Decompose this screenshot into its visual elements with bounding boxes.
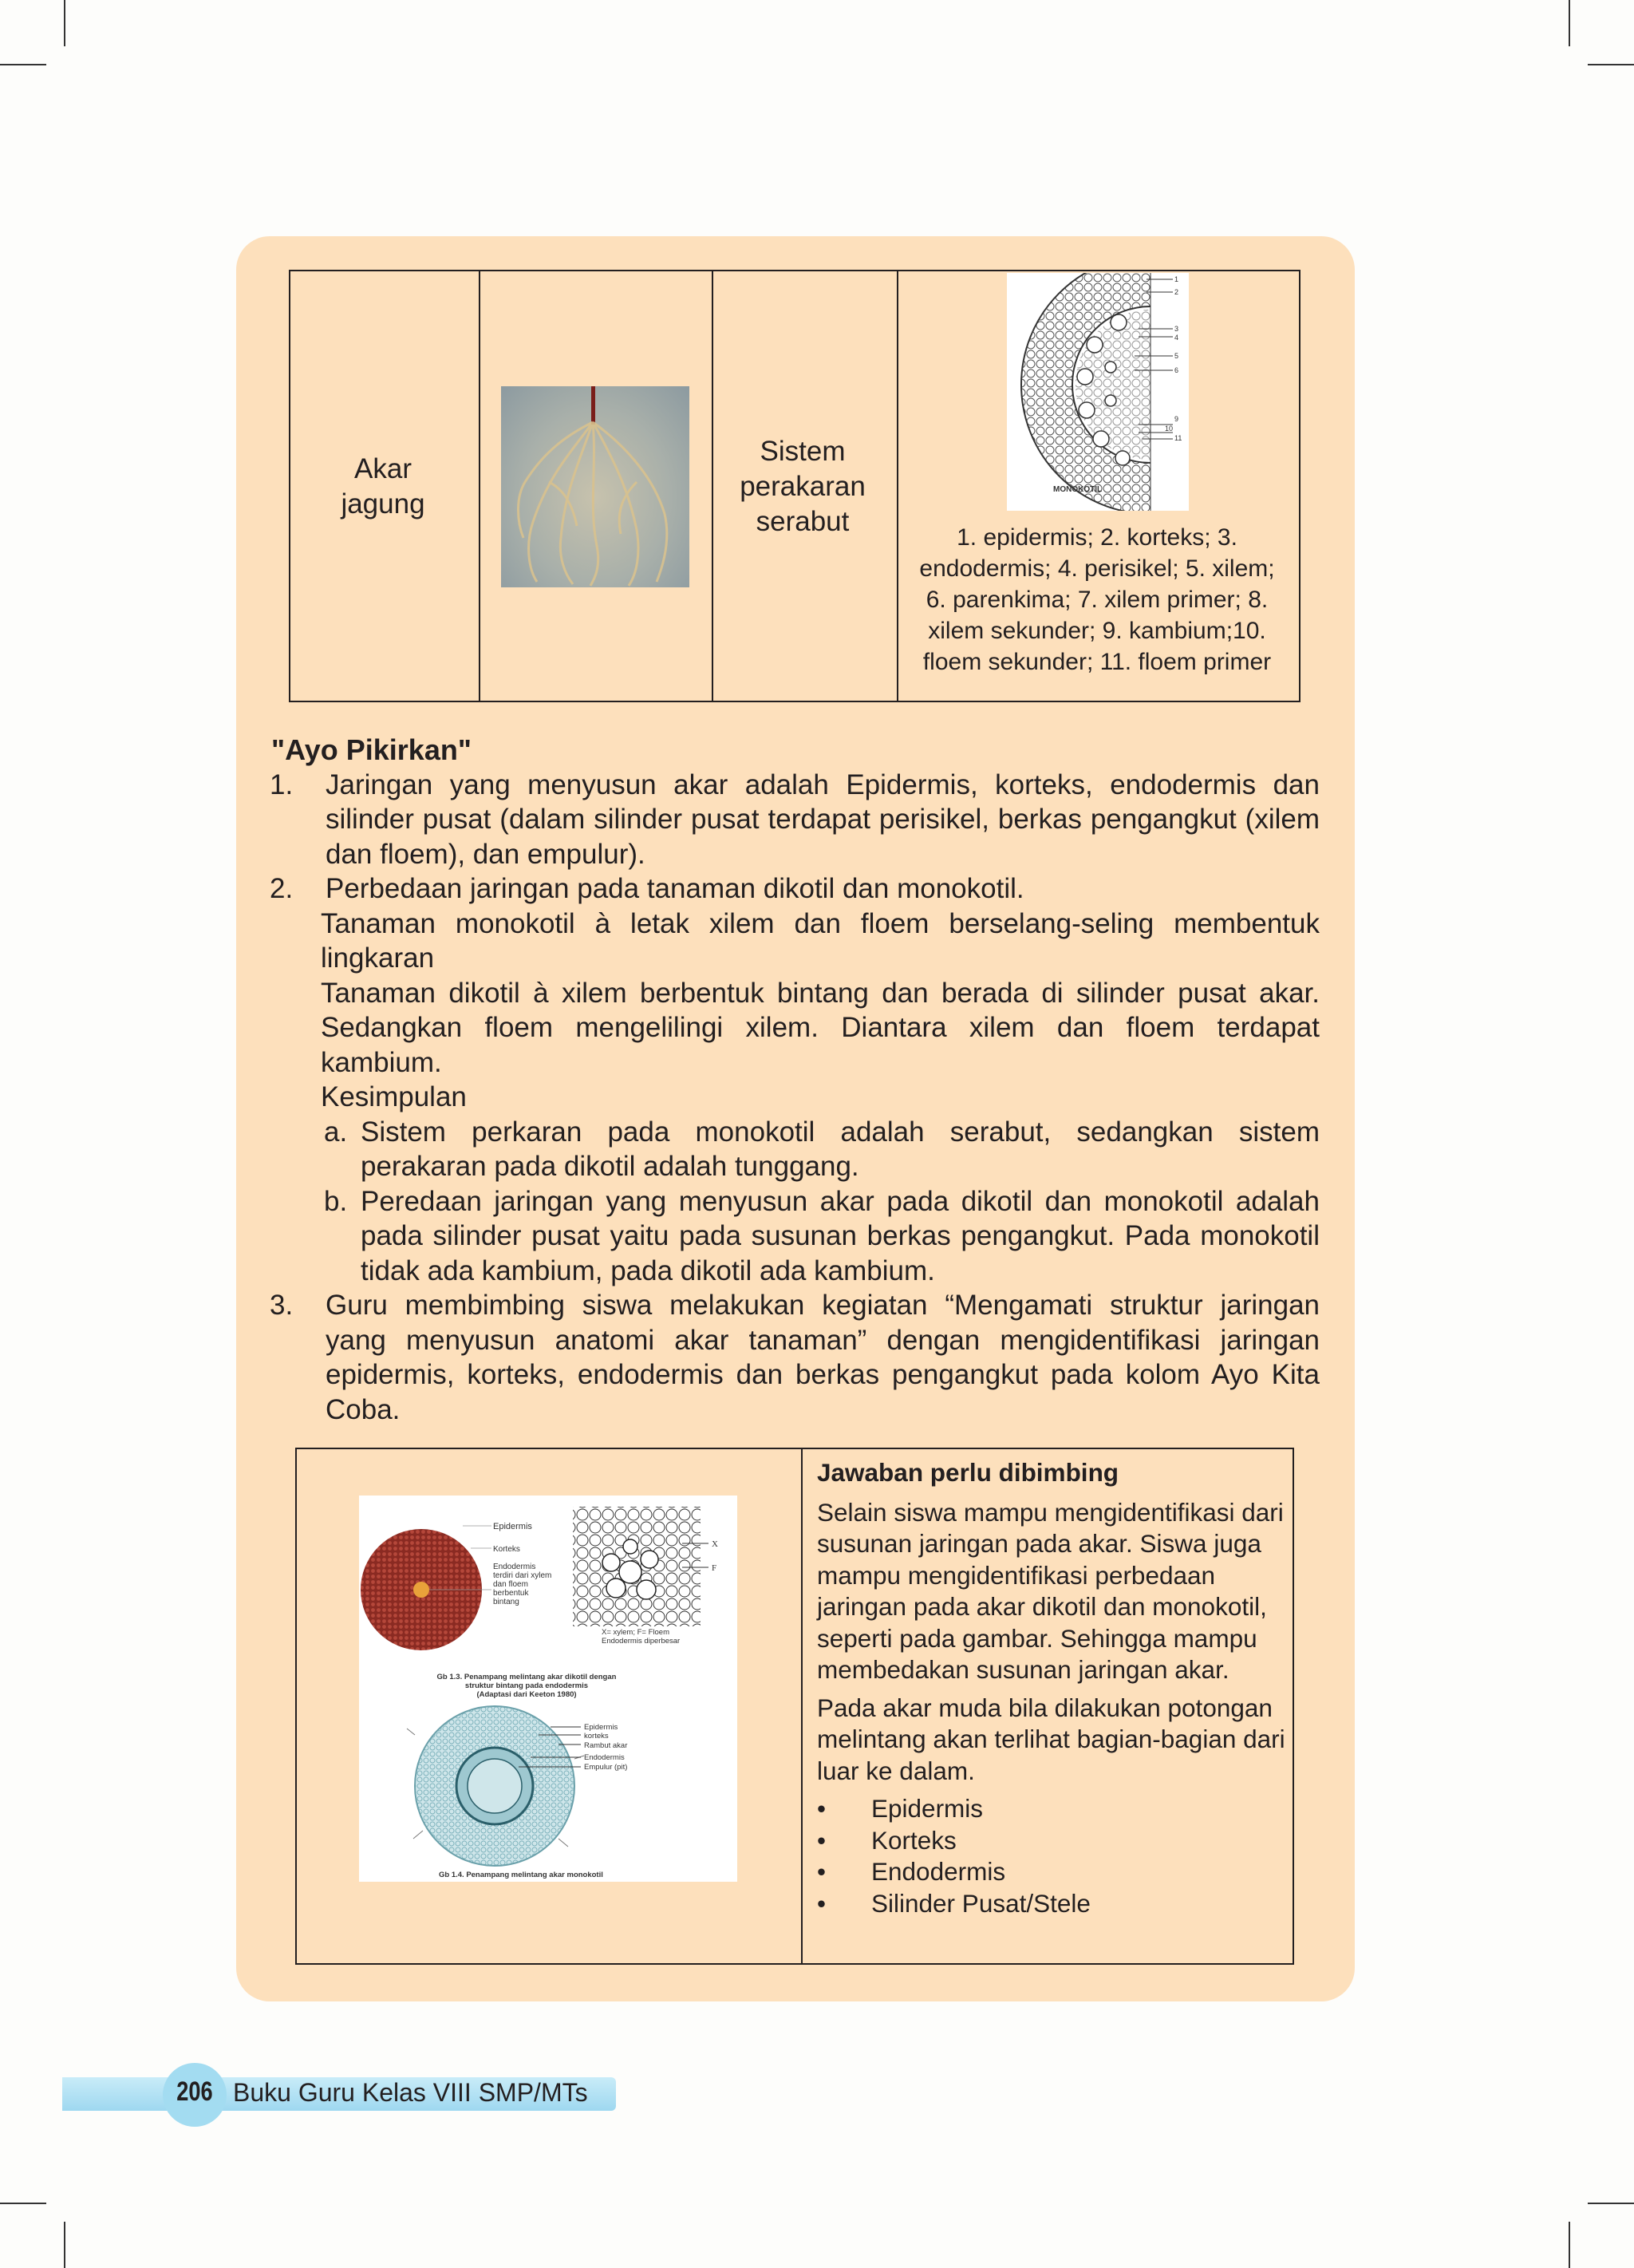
page-number: 206 bbox=[176, 2076, 213, 2107]
list-text: Perbedaan jaringan pada tanaman dikotil dan monokotil. bbox=[326, 873, 1024, 904]
root-figure bbox=[359, 1496, 737, 1882]
crop-mark bbox=[1588, 2203, 1634, 2204]
list-number: 2. bbox=[270, 873, 294, 904]
sub-label: b. bbox=[324, 1185, 348, 1217]
bullet-item bbox=[817, 1856, 1296, 1888]
list-number: 3. bbox=[270, 1290, 294, 1321]
bullet-item bbox=[817, 1888, 1296, 1920]
bullet-text: Silinder Pusat/Stele bbox=[871, 1888, 1091, 1918]
crop-mark bbox=[0, 64, 46, 65]
diagram-number: 10 bbox=[1165, 425, 1174, 433]
corn-root-photo bbox=[501, 386, 689, 587]
bullet-icon: • bbox=[817, 1857, 827, 1886]
figure-label: Rambut akar bbox=[584, 1741, 628, 1750]
diagram-number: 2 bbox=[1174, 288, 1179, 296]
answer-column bbox=[817, 1457, 1296, 1919]
answer-heading: Jawaban perlu dibimbing bbox=[817, 1458, 1119, 1487]
ayo-pikirkan-section bbox=[270, 733, 1320, 1427]
list-item bbox=[270, 871, 1320, 907]
bullet-item bbox=[817, 1825, 1296, 1857]
diagram-number: 3 bbox=[1174, 325, 1179, 333]
plant-name-cell: Akar jagung bbox=[341, 453, 425, 520]
crop-mark bbox=[1588, 64, 1634, 65]
diagram-number: 1 bbox=[1174, 275, 1179, 283]
diagram-number: 4 bbox=[1174, 334, 1179, 342]
monocot-diagram bbox=[1007, 273, 1189, 511]
figure-label: Korteks bbox=[493, 1545, 520, 1554]
crop-mark bbox=[64, 0, 65, 46]
root-image-icon bbox=[501, 386, 689, 587]
numbered-list bbox=[270, 768, 1320, 1428]
sub-item bbox=[324, 1115, 1320, 1184]
figure-label: Empulur (pit) bbox=[584, 1763, 628, 1772]
paragraph: Tanaman dikotil à xilem berbentuk bintang dan berada di silinder pusat akar. Sedangkan floem mengelilingi xilem. Diantara xilem dan floem terdapat kambium. bbox=[321, 977, 1320, 1078]
paragraph: Tanaman monokotil à letak xilem dan floem berselang-seling membentuk lingkaran bbox=[321, 907, 1320, 974]
diagram-label: MONOKOTIL bbox=[1053, 485, 1103, 494]
figure-label: korteks bbox=[584, 1732, 609, 1741]
sub-text: Peredaan jaringan yang menyusun akar pada dikotil dan monokotil adalah pada silinder pusat yaitu pada susunan berkas pengangkut. Pada monokotil tidak ada kambium, pada dikotil ada kambium. bbox=[361, 1185, 1320, 1286]
list-item bbox=[270, 1288, 1320, 1427]
crop-mark bbox=[1569, 2222, 1570, 2268]
bullet-icon: • bbox=[817, 1794, 827, 1823]
crop-mark bbox=[0, 2203, 46, 2204]
figure-label: Epidermis bbox=[493, 1522, 532, 1531]
monocot-cross-section-icon bbox=[1007, 273, 1189, 511]
bullet-text: Endodermis bbox=[871, 1857, 1006, 1886]
bullet-text: Korteks bbox=[871, 1825, 957, 1855]
figure-label: Endodermis terdiri dari xylem dan floem berbentuk bintang bbox=[493, 1563, 552, 1606]
book-title: Buku Guru Kelas VIII SMP/MTs bbox=[233, 2078, 588, 2107]
table-divider bbox=[897, 271, 898, 701]
answer-paragraph: Selain siswa mampu mengidentifikasi dari susunan jaringan pada akar. Siswa juga mampu mengidentifikasi perbedaan jaringan pada akar dikotil dan monokotil, seperti pada gambar. Sehingga mampu membedakan susunan jaringan akar. bbox=[817, 1497, 1284, 1684]
conclusion-label: Kesimpulan bbox=[321, 1081, 467, 1112]
sub-item bbox=[324, 1184, 1320, 1289]
answer-paragraph: Pada akar muda bila dilakukan potongan melintang akan terlihat bagian-bagian dari luar ke dalam. bbox=[817, 1693, 1285, 1785]
figure-note: X= xylem; F= Floem Endodermis diperbesar bbox=[602, 1628, 681, 1646]
bullet-item bbox=[817, 1793, 1296, 1825]
bullet-icon: • bbox=[817, 1825, 827, 1855]
table-divider bbox=[479, 271, 480, 701]
list-item bbox=[270, 768, 1320, 872]
bullet-icon: • bbox=[817, 1888, 827, 1918]
list-text: Jaringan yang menyusun akar adalah Epidermis, korteks, endodermis dan silinder pusat (dalam silinder pusat terdapat perisikel, berkas pengangkut (xilem dan floem), dan empulur). bbox=[326, 769, 1320, 870]
list-number: 1. bbox=[270, 769, 294, 800]
figure-label: X bbox=[712, 1539, 718, 1549]
diagram-caption: 1. epidermis; 2. korteks; 3. endodermis; 4. perisikel; 5. xilem; 6. parenkima; 7. xilem primer; 8. xilem sekunder; 9. kambium;10. floem sekunder; 11. floem primer bbox=[919, 524, 1275, 675]
sub-text: Sistem perkaran pada monokotil adalah serabut, sedangkan sistem perakaran pada dikotil adalah tunggang. bbox=[361, 1116, 1320, 1182]
sub-label: a. bbox=[324, 1116, 348, 1148]
figure-label: F bbox=[712, 1563, 717, 1573]
table-divider bbox=[801, 1449, 803, 1963]
bullet-text: Epidermis bbox=[871, 1794, 984, 1823]
diagram-number: 9 bbox=[1174, 415, 1179, 423]
section-heading: "Ayo Pikirkan" bbox=[271, 733, 472, 766]
figure-caption: Gb 1.4. Penampang melintang akar monokotil bbox=[439, 1871, 603, 1879]
list-text: Guru membimbing siswa melakukan kegiatan “Mengamati struktur jaringan yang menyusun anatomi akar tanaman” dengan mengidentifikasi jaringan epidermis, korteks, endodermis dan berkas pengangkut pada kolom Ayo Kita Coba. bbox=[326, 1290, 1320, 1425]
crop-mark bbox=[64, 2222, 65, 2268]
diagram-number: 11 bbox=[1174, 434, 1182, 442]
figure-label: Endodermis bbox=[584, 1753, 625, 1762]
crop-mark bbox=[1569, 0, 1570, 46]
root-system-cell: Sistem perakaran serabut bbox=[740, 436, 866, 537]
diagram-number: 6 bbox=[1174, 366, 1179, 374]
figure-label: Epidermis bbox=[584, 1723, 618, 1732]
diagram-number: 5 bbox=[1174, 352, 1179, 360]
figure-caption: Gb 1.3. Penampang melintang akar dikotil dengan struktur bintang pada endodermis (Adaptasi dari Keeton 1980) bbox=[436, 1673, 617, 1699]
